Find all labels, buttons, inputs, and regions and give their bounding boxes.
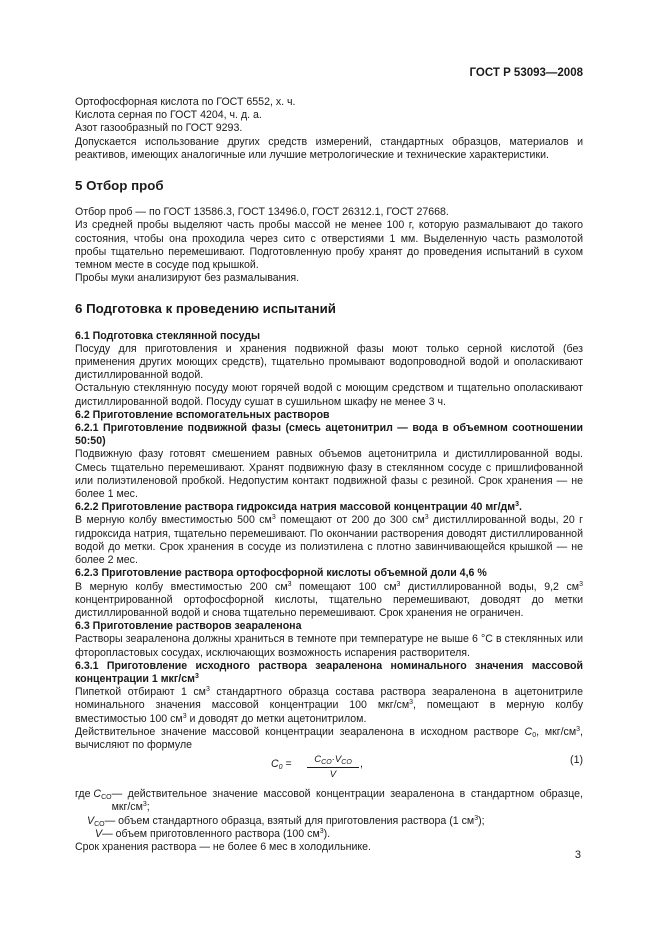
list-item: Ортофосфорная кислота по ГОСТ 6552, х. ч.: [75, 96, 296, 108]
paragraph: Из средней пробы выделяют часть пробы массой не менее 100 г, которую размалывают до такого состояния, чтобы она проходила через сито с отверстиями 1 мм. Выделенную часть размолотой пробы тщательно перемешивают. Подготовленную пробу хранят до проведения испытаний в сухом темном месте в сосуде под крышкой.: [75, 219, 583, 272]
paragraph: Отбор проб — по ГОСТ 13586.3, ГОСТ 13496.0, ГОСТ 26312.1, ГОСТ 27668.: [75, 206, 449, 219]
subsection-6-2-3-title: 6.2.3 Приготовление раствора ортофосфорной кислоты объемной доли 4,6 %: [75, 567, 487, 580]
paragraph: Действительное значение массовой концентрации зеараленона в исходном растворе $C_0$, мкг/$см^3$, вычисляют по формуле: [75, 725, 583, 751]
paragraph: Остальную стеклянную посуду моют горячей водой с моющим средством и тщательно ополаскивают дистиллированной водой. Посуду сушат в сушильном шкафу не менее 3 ч.: [75, 382, 583, 408]
subsection-6-3-1-title: 6.3.1 Приготовление исходного раствора зеараленона номинального значения массовой концентрации 1 мкг/$см^3$: [75, 659, 583, 685]
formula-numerator: $C_{CO}\cdot V_{CO}$: [307, 753, 359, 768]
paragraph: Растворы зеараленона должны храниться в темноте при температуре не выше 6 °С в стеклянных или фторопластовых сосудах, исключающих возможность испарения растворителя.: [75, 633, 583, 659]
document-body: [75, 96, 583, 854]
where-item: V — объем приготовленного раствора (100 $см^3$).: [95, 827, 331, 840]
subsection-6-1-title: 6.1 Подготовка стеклянной посуды: [75, 329, 261, 342]
formula-number: (1): [570, 754, 583, 767]
where-item: $V_{CO}$ — объем стандартного образца, взятый для приготовления раствора (1 $см^3$);: [87, 814, 485, 828]
paragraph: Пробы муки анализируют без размалывания.: [75, 272, 300, 285]
section-6-title: 6 Подготовка к проведению испытаний: [75, 301, 336, 317]
subsection-6-2-title: 6.2 Приготовление вспомогательных растворов: [75, 408, 330, 421]
formula-denominator: V: [329, 769, 337, 781]
page-number: 3: [574, 849, 581, 861]
paragraph: Срок хранения раствора — не более 6 мес в холодильнике.: [75, 840, 371, 853]
paragraph-allowed: Допускается использование других средств измерений, стандартных образцов, материалов и реактивов, имеющих аналогичные или лучшие метрологические и технические характеристики.: [75, 135, 583, 161]
paragraph: В мерную колбу вместимостью 500 $см^3$ помещают от 200 до 300 $см^3$ дистиллированной воды, 20 г гидроксида натрия, тщательно перемешивают. По окончании растворения доводят дистиллированной водой до метки. Срок хранения в сосуде из полиэтилена с плотно завинчивающейся крышкой — не более 2 мес.: [75, 514, 583, 567]
list-item: Кислота серная по ГОСТ 4204, ч. д. а.: [75, 109, 262, 122]
formula-lhs: $C_0$ =: [271, 758, 292, 772]
subsection-6-3-title: 6.3 Приготовление растворов зеараленона: [75, 620, 302, 633]
list-item: Азот газообразный по ГОСТ 9293.: [75, 122, 243, 135]
formula-fraction: [307, 753, 359, 781]
where-item: где $C_{CO}$ — действительное значение массовой концентрации зеараленона в стандартном образце, мкг/$см^3$;: [75, 788, 583, 814]
paragraph: Пипеткой отбирают 1 $см^3$ стандартного образца состава раствора зеараленона в ацетонитриле номинального значения массовой концентрации 100 мкг/$см^3$, помещают в мерную колбу вместимостью 100 $см^3$ и доводят до метки ацетонитрилом.: [75, 686, 583, 725]
formula-1: [75, 754, 583, 784]
section-5-title: 5 Отбор проб: [75, 178, 164, 194]
subsection-6-2-2-title: 6.2.2 Приготовление раствора гидроксида натрия массовой концентрации 40 $мг/дм^3$.: [75, 501, 522, 514]
paragraph: Посуду для приготовления и хранения подвижной фазы моют только серной кислотой (без применения других моющих средств), тщательно промывают водопроводной водой и ополаскивают дистиллированной водой.: [75, 342, 583, 382]
document-header: ГОСТ Р 53093—2008: [469, 67, 583, 79]
formula-comma: ,: [360, 758, 363, 771]
subsection-6-2-1-title: 6.2.1 Приготовление подвижной фазы (смесь ацетонитрил — вода в объемном соотношении 50:50): [75, 422, 583, 448]
paragraph: В мерную колбу вместимостью 200 $см^3$ помещают 100 $см^3$ дистиллированной воды, 9,2 $см^3$ концентрированной ортофосфорной кислоты, тщательно перемешивают, доводят до метки дистиллированной водой и снова тщательно перемешивают. Срок хранения не ограничен.: [75, 580, 583, 619]
paragraph: Подвижную фазу готовят смешением равных объемов ацетонитрила и дистиллированной воды. Смесь тщательно перемешивают. Хранят подвижную фазу в стеклянном сосуде с пришлифованной или полиэтиленовой пробкой. Недопустим контакт подвижной фазы с резиной. Срок хранения — не более 1 мес.: [75, 448, 583, 501]
